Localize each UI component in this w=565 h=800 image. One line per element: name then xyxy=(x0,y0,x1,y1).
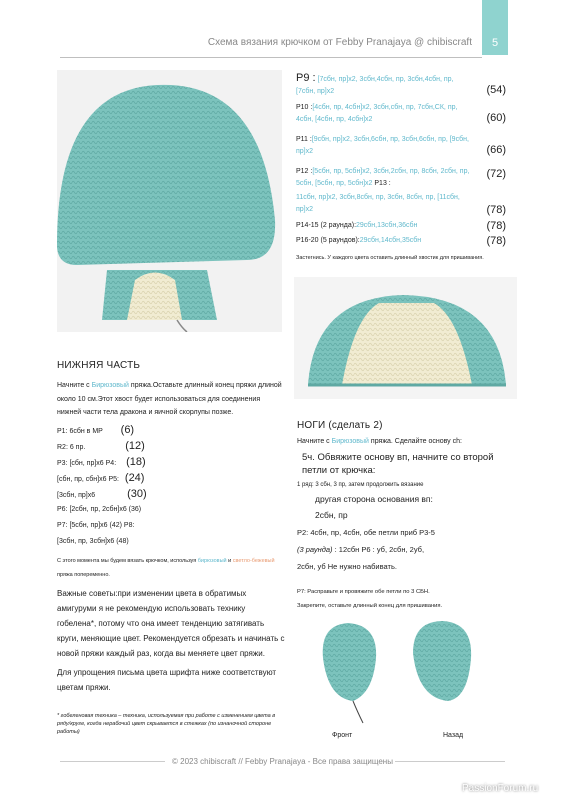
round-row xyxy=(296,235,506,247)
rounds-list-top xyxy=(296,72,506,261)
header-divider xyxy=(60,57,482,58)
round-count: (24) xyxy=(124,471,145,484)
font-color-note: Для упрощения письма цвета шрифта ниже соответствуют цветам пряжи. xyxy=(57,667,277,692)
round-text: P3: [сбн, пр]x6 P4: xyxy=(57,459,117,467)
round-count: (78) xyxy=(486,220,506,232)
round-row xyxy=(57,488,285,504)
yarn-color-teal: Бирюзовый xyxy=(331,438,369,445)
legs-round3-count: (3 раунда) xyxy=(297,545,333,554)
legs-round3 xyxy=(297,545,509,554)
yarn-color-beige: светло-бежевый xyxy=(232,557,275,564)
legs-round3-end: 2сбн, уб Не нужно набивать. xyxy=(297,562,397,571)
round-count: (60) xyxy=(486,112,506,124)
round-text: [сбн, пр, сбн]x6 P5: xyxy=(57,475,119,483)
round-label: P10 : xyxy=(296,104,313,111)
round-row xyxy=(57,456,285,472)
round-row xyxy=(296,166,506,192)
round-label: P16-20 (5 раундов): xyxy=(296,237,360,244)
yarn-color-teal: бирюзовый xyxy=(197,557,227,564)
round-row: P6: [2сбн, пр, 2сбн]x6 (36) xyxy=(57,505,142,513)
intro-text: Начните с xyxy=(57,382,92,389)
round-text: [3сбн, пр]x6 xyxy=(57,491,96,499)
legs-round3-text: : 12сбн P6 : уб, 2сбн, 2уб, xyxy=(332,545,425,554)
round-label: P12 : xyxy=(296,168,313,175)
photo-mushroom-head xyxy=(57,70,282,332)
round-label: P9 : xyxy=(296,72,316,84)
round-text: [4сбн, пр, 4сбн]x2, 3сбн,сбн, пр, 7сбн,СК, пр, 4сбн, [4сбн, пр, 4сбн]x2 xyxy=(296,104,458,123)
legs-title: НОГИ (сделать 2) xyxy=(297,420,383,431)
switch-text-rest: пряжа попеременно. xyxy=(57,571,110,578)
round-row: [3сбн, пр, 3сбн]x6 (48) xyxy=(57,537,129,545)
round-row xyxy=(57,440,285,456)
round-count: (12) xyxy=(125,439,145,452)
round-label: P14-15 (2 раунда): xyxy=(296,222,357,229)
round-row xyxy=(296,102,506,130)
lower-part-section xyxy=(57,360,285,695)
round-label: P13 : xyxy=(374,180,391,187)
round-row xyxy=(57,472,285,488)
legs-p7: P7: Расправьте и провяжите обе петли по 3 СБН. xyxy=(297,589,430,595)
intro-text-rest: пряжа. Сделайте основу ch: xyxy=(368,438,462,445)
round-count: (6) xyxy=(120,423,135,436)
round-row xyxy=(296,134,506,162)
round-count: (54) xyxy=(486,84,506,96)
yarn-color-teal: Бирюзовый xyxy=(91,382,129,389)
important-tips: Важные советы:при изменении цвета в обратимых амигуруми я не рекомендую использовать технику гобелена*, потому что она имеет тенденцию затягивать круги, меняющие цвет. Рекомендуется обрезать и начинать с новой пряжи каждый раз, когда вы меняете цвет пряжи. xyxy=(57,588,285,658)
page-footer: © 2023 chibiscraft // Febby Pranajaya - Все права защищены xyxy=(172,757,393,766)
legs-round1: 1 ряд: 3 сбн, 3 пр, затем продолжить вязание xyxy=(297,482,424,488)
legs-label-back: Назад xyxy=(443,732,464,739)
round-text: 11сбн, пр]x2, 3сбн,8сбн, пр, 3сбн, 8сбн, пр, [11сбн, пр]x2 xyxy=(296,194,460,213)
switch-text: С этого момента мы будем вязать крючком, используя xyxy=(57,557,198,564)
round-row xyxy=(296,72,506,98)
switch-and: и xyxy=(226,557,233,564)
watermark: PassionForum.ru xyxy=(462,783,539,794)
round-count: (72) xyxy=(486,168,506,180)
round-text: 29сбн,13сбн,36сбн xyxy=(356,222,418,229)
round-text: P1: 6сбн в MP xyxy=(57,427,103,435)
crochet-dome-image xyxy=(294,277,517,399)
lower-part-title: НИЖНЯЯ ЧАСТЬ xyxy=(57,360,141,371)
round-text: [9сбн, пр]x2, 3сбн,6сбн, пр, 3сбн,6сбн, пр, [9сбн, пр]x2 xyxy=(296,136,469,155)
round-row xyxy=(57,424,285,440)
legs-section xyxy=(297,420,509,609)
page-header-title: Схема вязания крючком от Febby Pranajaya @ chibiscraft xyxy=(207,37,472,48)
round-count: (30) xyxy=(127,487,147,500)
color-switch-note xyxy=(57,554,285,582)
page-number: 5 xyxy=(491,37,499,49)
legs-attach: Закрепите, оставьте длинный конец для пришивания. xyxy=(297,603,443,609)
legs-chain: 5ч. Обвяжите основу вп, начните со второй петли от крючка: xyxy=(302,452,494,476)
legs-intro xyxy=(297,436,509,448)
legs-round1-other: другая сторона основания вп: xyxy=(315,494,433,504)
tapestry-footnote: * гобеленовая техника – техника, используемая при работе с изменением цвета в ряду/круге, когда нерабочий цвет скрывается в стежках (по изнаночной стороне работы) xyxy=(57,713,276,735)
round-text: 29сбн,14сбн,35сбн xyxy=(359,237,422,244)
round-count: (78) xyxy=(486,235,506,247)
crochet-mushroom-image xyxy=(57,70,282,332)
legs-round2: P2: 4сбн, пр, 4сбн, обе петли приб P3-5 xyxy=(297,528,435,537)
round-row xyxy=(296,192,506,218)
round-text: [5сбн, пр, 5сбн]x2, 3сбн,2сбн, пр, 8сбн, 2сбн, пр, 5сбн, [5сбн, пр, 5сбн]x2 xyxy=(296,168,470,187)
round-text: [7сбн, пр]x2, 3сбн,4сбн, пр, 3сбн,4сбн, пр, [7сбн, пр]x2 xyxy=(296,76,454,95)
photo-dome xyxy=(294,277,517,399)
page-number-tab xyxy=(482,0,508,55)
round-label: P11 : xyxy=(296,136,312,143)
legs-label-front: Фронт xyxy=(332,732,353,739)
crochet-legs-image xyxy=(308,613,488,733)
round-count: (66) xyxy=(486,144,506,156)
lower-part-rounds xyxy=(57,424,285,552)
fasten-note: Застегнись. У каждого цвета оставить длинный хвостик для пришивания. xyxy=(296,255,484,261)
legs-round1-end: 2сбн, пр xyxy=(315,510,348,520)
photo-legs xyxy=(308,613,488,733)
intro-text: Начните с xyxy=(297,438,332,445)
lower-part-intro xyxy=(57,379,285,420)
round-row: P7: [5сбн, пр]x6 (42) P8: xyxy=(57,521,135,529)
round-row xyxy=(296,220,506,232)
round-text: R2: 6 пр. xyxy=(57,443,86,451)
round-count: (18) xyxy=(126,455,146,468)
round-count: (78) xyxy=(486,204,506,216)
intro-text-rest: пряжа.Оставьте длинный конец пряжи длиной около 10 см.Этот хвост будет использоваться для соединения нижней части тела дракона и яичной скорлупы позже. xyxy=(57,382,282,416)
